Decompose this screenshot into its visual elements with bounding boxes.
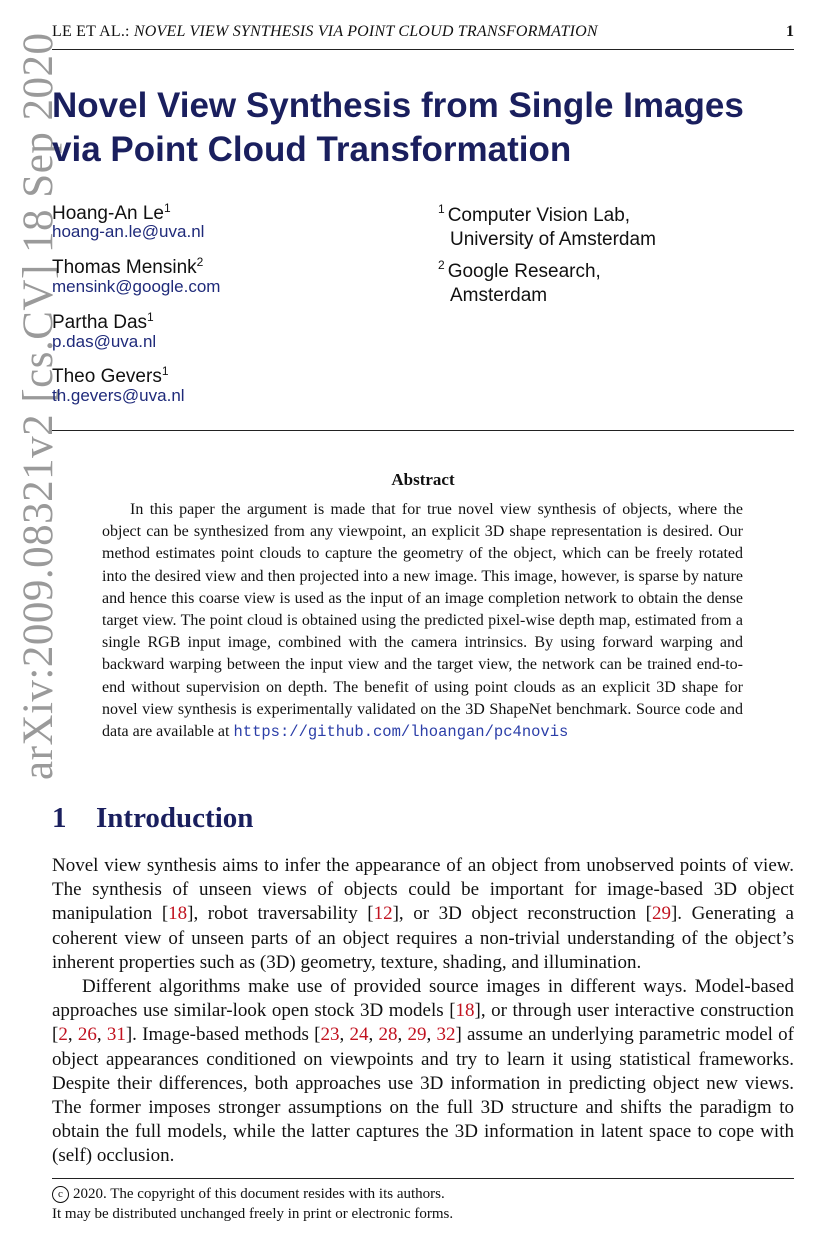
page-number: 1: [786, 23, 794, 40]
header-rule: [52, 49, 794, 50]
paragraph-text: ] assume an underlying parametric model of object appearances conditioned on viewpoints and try to learn it using statistical frameworks. Despite their differences, both approaches use 3D information in predicting object new views. The former imposes stronger assumptions on the full 3D structure and shifts the paradigm to obtain the full models, while the latter captures the 3D information in latent space to cope with (self) occlusion.: [52, 1024, 794, 1167]
abstract-text: In this paper the argument is made that for true novel view synthesis of objects, where the object can be synthesized from any viewpoint, an explicit 3D shape representation is desired. Our method estimates point clouds to capture the geometry of the object, which can be freely rotated into the desired view and then projected into a new image. This image, however, is sparse by nature and hence this coarse view is used as the input of an image completion network to obtain the dense target view. The point cloud is obtained using the predicted pixel-wise depth map, estimated from a single RGB input image, combined with the camera intrinsics. By using forward warping and backward warping between the input view and the target view, the network can be trained end-to-end without supervision on depth. The benefit of using point clouds as an explicit 3D shape for novel view synthesis is experimentally validated on the 3D ShapeNet benchmark. Source code and data are available at https://github.com/lhoangan/pc4novis: [102, 501, 743, 742]
author-name: Partha Das$^1$: [52, 310, 154, 333]
copyright-icon: c: [52, 1186, 69, 1203]
paragraph-text: Different algorithms make use of provided source images in different ways. Model-based approaches use similar-look open stock 3D models [: [52, 976, 794, 1022]
author-name: Hoang-An Le$^1$: [52, 201, 171, 224]
author-name: Theo Gevers$^1$: [52, 364, 169, 387]
title-line-1: Novel View Synthesis from Single Images: [52, 86, 744, 125]
citation-link[interactable]: 29: [407, 1024, 427, 1046]
paragraph-text: ], robot traversability [: [187, 903, 374, 925]
citation-link[interactable]: 28: [378, 1024, 398, 1046]
paragraph-text: ,: [368, 1024, 379, 1046]
running-header: [52, 22, 794, 42]
affiliation: $^2$ Google Research, Amsterdam: [438, 258, 601, 306]
section-heading: [52, 800, 253, 836]
paragraph-text: ,: [96, 1024, 107, 1046]
citation-link[interactable]: 23: [320, 1024, 340, 1046]
author-email-link[interactable]: p.das@uva.nl: [52, 332, 157, 351]
paragraph-text: ], or through user interactive construction [: [52, 1000, 794, 1046]
paragraph-text: ]. Generating a coherent view of unseen parts of an object requires a non-trivial understanding of the object’s inherent properties such as (3D) geometry, texture, shading, and illumination.: [52, 903, 794, 973]
intro-paragraph-1: [52, 854, 794, 975]
affiliation: $^1$ Computer Vision Lab, University of Amsterdam: [438, 202, 656, 250]
citation-link[interactable]: 26: [77, 1024, 97, 1046]
paragraph-text: ], or 3D object reconstruction [: [392, 903, 652, 925]
citation-link[interactable]: 12: [373, 903, 393, 925]
header-running-title: NOVEL VIEW SYNTHESIS VIA POINT CLOUD TRANSFORMATION: [133, 23, 598, 40]
author-name: Thomas Mensink$^2$: [52, 255, 204, 278]
section-number: 1: [52, 802, 67, 834]
abstract-top-rule: [52, 430, 794, 431]
citation-link[interactable]: 24: [349, 1024, 369, 1046]
paragraph-text: ]. Image-based methods [: [125, 1024, 321, 1046]
citation-link[interactable]: 2: [58, 1024, 68, 1046]
paragraph-text: Novel view synthesis aims to infer the appearance of an object from unobserved points of view. The synthesis of unseen views of objects could be important for image-based 3D object manipulation [: [52, 855, 794, 925]
paragraph-text: ,: [426, 1024, 437, 1046]
abstract-heading: Abstract: [391, 470, 455, 489]
author-email-link[interactable]: th.gevers@uva.nl: [52, 386, 185, 405]
intro-paragraph-2: [52, 975, 794, 1169]
paragraph-text: ,: [339, 1024, 350, 1046]
header-authors: LE ET AL.:: [52, 23, 130, 40]
header-authors-title: [52, 22, 598, 42]
paragraph-text: ,: [67, 1024, 78, 1046]
citation-link[interactable]: 18: [168, 903, 188, 925]
arxiv-stamp: arXiv:2009.08321v2 [cs.CV] 18 Sep 2020: [15, 32, 62, 780]
source-code-link[interactable]: https://github.com/lhoangan/pc4novis: [233, 723, 569, 742]
section-title: Introduction: [96, 802, 254, 834]
title-line-2: via Point Cloud Transformation: [52, 130, 572, 169]
citation-link[interactable]: 18: [455, 1000, 475, 1022]
author-email-link[interactable]: hoang-an.le@uva.nl: [52, 222, 205, 241]
distribution-line: It may be distributed unchanged freely in print or electronic forms.: [52, 1206, 454, 1222]
footer-rule: [52, 1178, 794, 1179]
paragraph-text: ,: [397, 1024, 408, 1046]
citation-link[interactable]: 31: [106, 1024, 126, 1046]
author-email-link[interactable]: mensink@google.com: [52, 277, 221, 296]
copyright-line: c 2020. The copyright of this document resides with its authors.: [52, 1184, 445, 1204]
citation-link[interactable]: 29: [651, 903, 671, 925]
paper-title: [52, 84, 812, 172]
citation-link[interactable]: 32: [436, 1024, 456, 1046]
